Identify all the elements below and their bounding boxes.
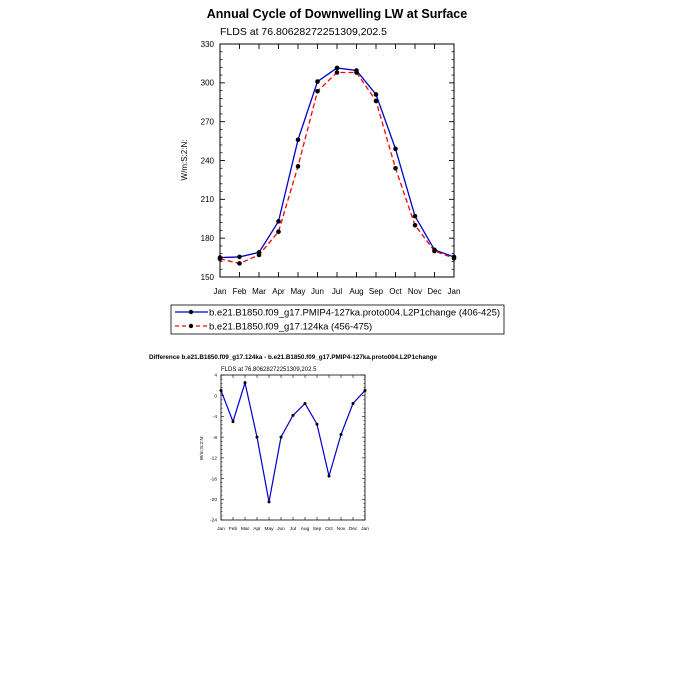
y-tick-label: 150 — [200, 272, 214, 282]
y-tick-label: -20 — [210, 497, 217, 503]
series-line-1 — [220, 72, 454, 263]
x-tick-label: Sep — [312, 527, 322, 532]
y-tick-label: -24 — [210, 518, 217, 524]
x-tick-label: Mar — [240, 527, 250, 532]
chart-title: Annual Cycle of Downwelling LW at Surface — [206, 7, 468, 21]
y-tick-label: -16 — [210, 477, 217, 483]
data-point-s0-6 — [292, 414, 295, 417]
series-line-0 — [221, 383, 365, 502]
legend-item-blue — [175, 308, 500, 319]
data-point-s0-3 — [276, 219, 281, 224]
main-chart — [180, 7, 467, 296]
data-point-s1-0 — [218, 257, 223, 262]
data-point-s1-9 — [393, 166, 398, 171]
data-point-s0-12 — [364, 389, 367, 392]
legend-label-blue: b.e21.B1850.f09_g17.PMIP4-127ka.proto004.L2P1change (406-425) — [209, 307, 501, 319]
data-point-s0-9 — [328, 474, 331, 477]
chart-subtitle: FLDS at 76.80628272251309,202.5 — [220, 26, 387, 38]
x-tick-label: Apr — [253, 527, 261, 532]
data-point-s1-1 — [237, 261, 242, 266]
data-point-s0-9 — [393, 147, 398, 152]
x-tick-label: Aug — [349, 287, 364, 296]
data-point-s1-10 — [413, 223, 418, 228]
y-tick-label: -12 — [210, 456, 217, 462]
x-tick-label: Jun — [311, 287, 324, 296]
x-tick-label: Jul — [331, 287, 343, 296]
data-point-s0-10 — [340, 433, 343, 436]
diff-chart-title: Difference b.e21.B1850.f09_g17.124ka - b.e21.B1850.f09_g17.PMIP4-127ka.proto004.L2P1change — [148, 354, 438, 361]
x-tick-label: Dec — [427, 287, 442, 296]
data-point-s0-2 — [244, 381, 247, 384]
data-point-s1-12 — [452, 256, 457, 261]
y-tick-label: 0 — [214, 394, 217, 400]
x-tick-label: Feb — [232, 287, 247, 296]
y-tick-label: 4 — [214, 373, 217, 379]
y-tick-label: 180 — [200, 233, 214, 243]
difference-chart — [149, 354, 438, 532]
x-tick-label: Jul — [289, 527, 297, 532]
x-tick-label: Jan — [213, 287, 227, 296]
x-tick-label: Mar — [252, 287, 266, 296]
data-point-s0-8 — [374, 92, 379, 97]
y-axis-label: W/m:S:2:N: — [180, 139, 189, 181]
y-tick-label: 210 — [200, 195, 214, 205]
data-point-s1-2 — [257, 253, 262, 258]
data-point-s0-5 — [280, 436, 283, 439]
data-point-s0-0 — [220, 389, 223, 392]
y-tick-label: 300 — [200, 78, 214, 88]
data-point-s1-6 — [335, 70, 340, 75]
x-tick-label: Jun — [277, 527, 285, 532]
data-point-s0-1 — [232, 420, 235, 423]
data-point-s1-4 — [296, 164, 301, 169]
x-tick-label: Dec — [348, 527, 358, 532]
legend — [171, 305, 504, 334]
plot-frame — [220, 44, 454, 277]
x-tick-label: Oct — [325, 527, 333, 532]
legend-marker-red — [189, 324, 193, 328]
x-tick-label: May — [290, 287, 306, 296]
data-point-s0-8 — [316, 423, 319, 426]
x-tick-label: Apr — [272, 287, 285, 296]
legend-label-red: b.e21.B1850.f09_g17.124ka (456-475) — [209, 321, 373, 333]
data-point-s1-5 — [315, 89, 320, 94]
data-point-s0-6 — [335, 66, 340, 71]
data-point-s1-11 — [432, 249, 437, 254]
x-tick-label: Jan — [217, 527, 225, 532]
data-point-s0-5 — [315, 79, 320, 84]
x-tick-label: Nov — [336, 527, 346, 532]
x-tick-label: Feb — [228, 527, 238, 532]
data-point-s1-8 — [374, 99, 379, 104]
data-point-s1-7 — [354, 70, 359, 75]
data-point-s1-3 — [276, 229, 281, 234]
x-tick-label: Jan — [361, 527, 369, 532]
data-point-s0-4 — [268, 500, 271, 503]
x-tick-label: May — [264, 527, 274, 532]
data-point-s0-4 — [296, 137, 301, 142]
series-line-0 — [220, 68, 454, 258]
y-tick-label: 330 — [200, 39, 214, 49]
x-tick-label: Aug — [300, 527, 310, 532]
diff-y-axis-label: W/m:S:2:N: — [200, 435, 205, 461]
data-point-s0-1 — [237, 255, 242, 260]
x-tick-label: Jan — [447, 287, 461, 296]
data-point-s0-3 — [256, 436, 259, 439]
y-tick-label: -8 — [212, 435, 217, 441]
diff-plot-frame — [221, 375, 365, 520]
y-tick-label: 240 — [200, 156, 214, 166]
data-point-s0-7 — [304, 402, 307, 405]
x-tick-label: Nov — [407, 287, 423, 296]
data-point-s0-11 — [352, 402, 355, 405]
y-tick-label: -4 — [212, 415, 217, 421]
x-tick-label: Sep — [368, 287, 384, 296]
data-point-s0-10 — [413, 214, 418, 219]
x-tick-label: Oct — [389, 287, 402, 296]
legend-marker-blue — [189, 310, 193, 314]
diff-chart-subtitle: FLDS at 76.80628272251309,202.5 — [221, 367, 317, 373]
y-tick-label: 270 — [200, 117, 214, 127]
